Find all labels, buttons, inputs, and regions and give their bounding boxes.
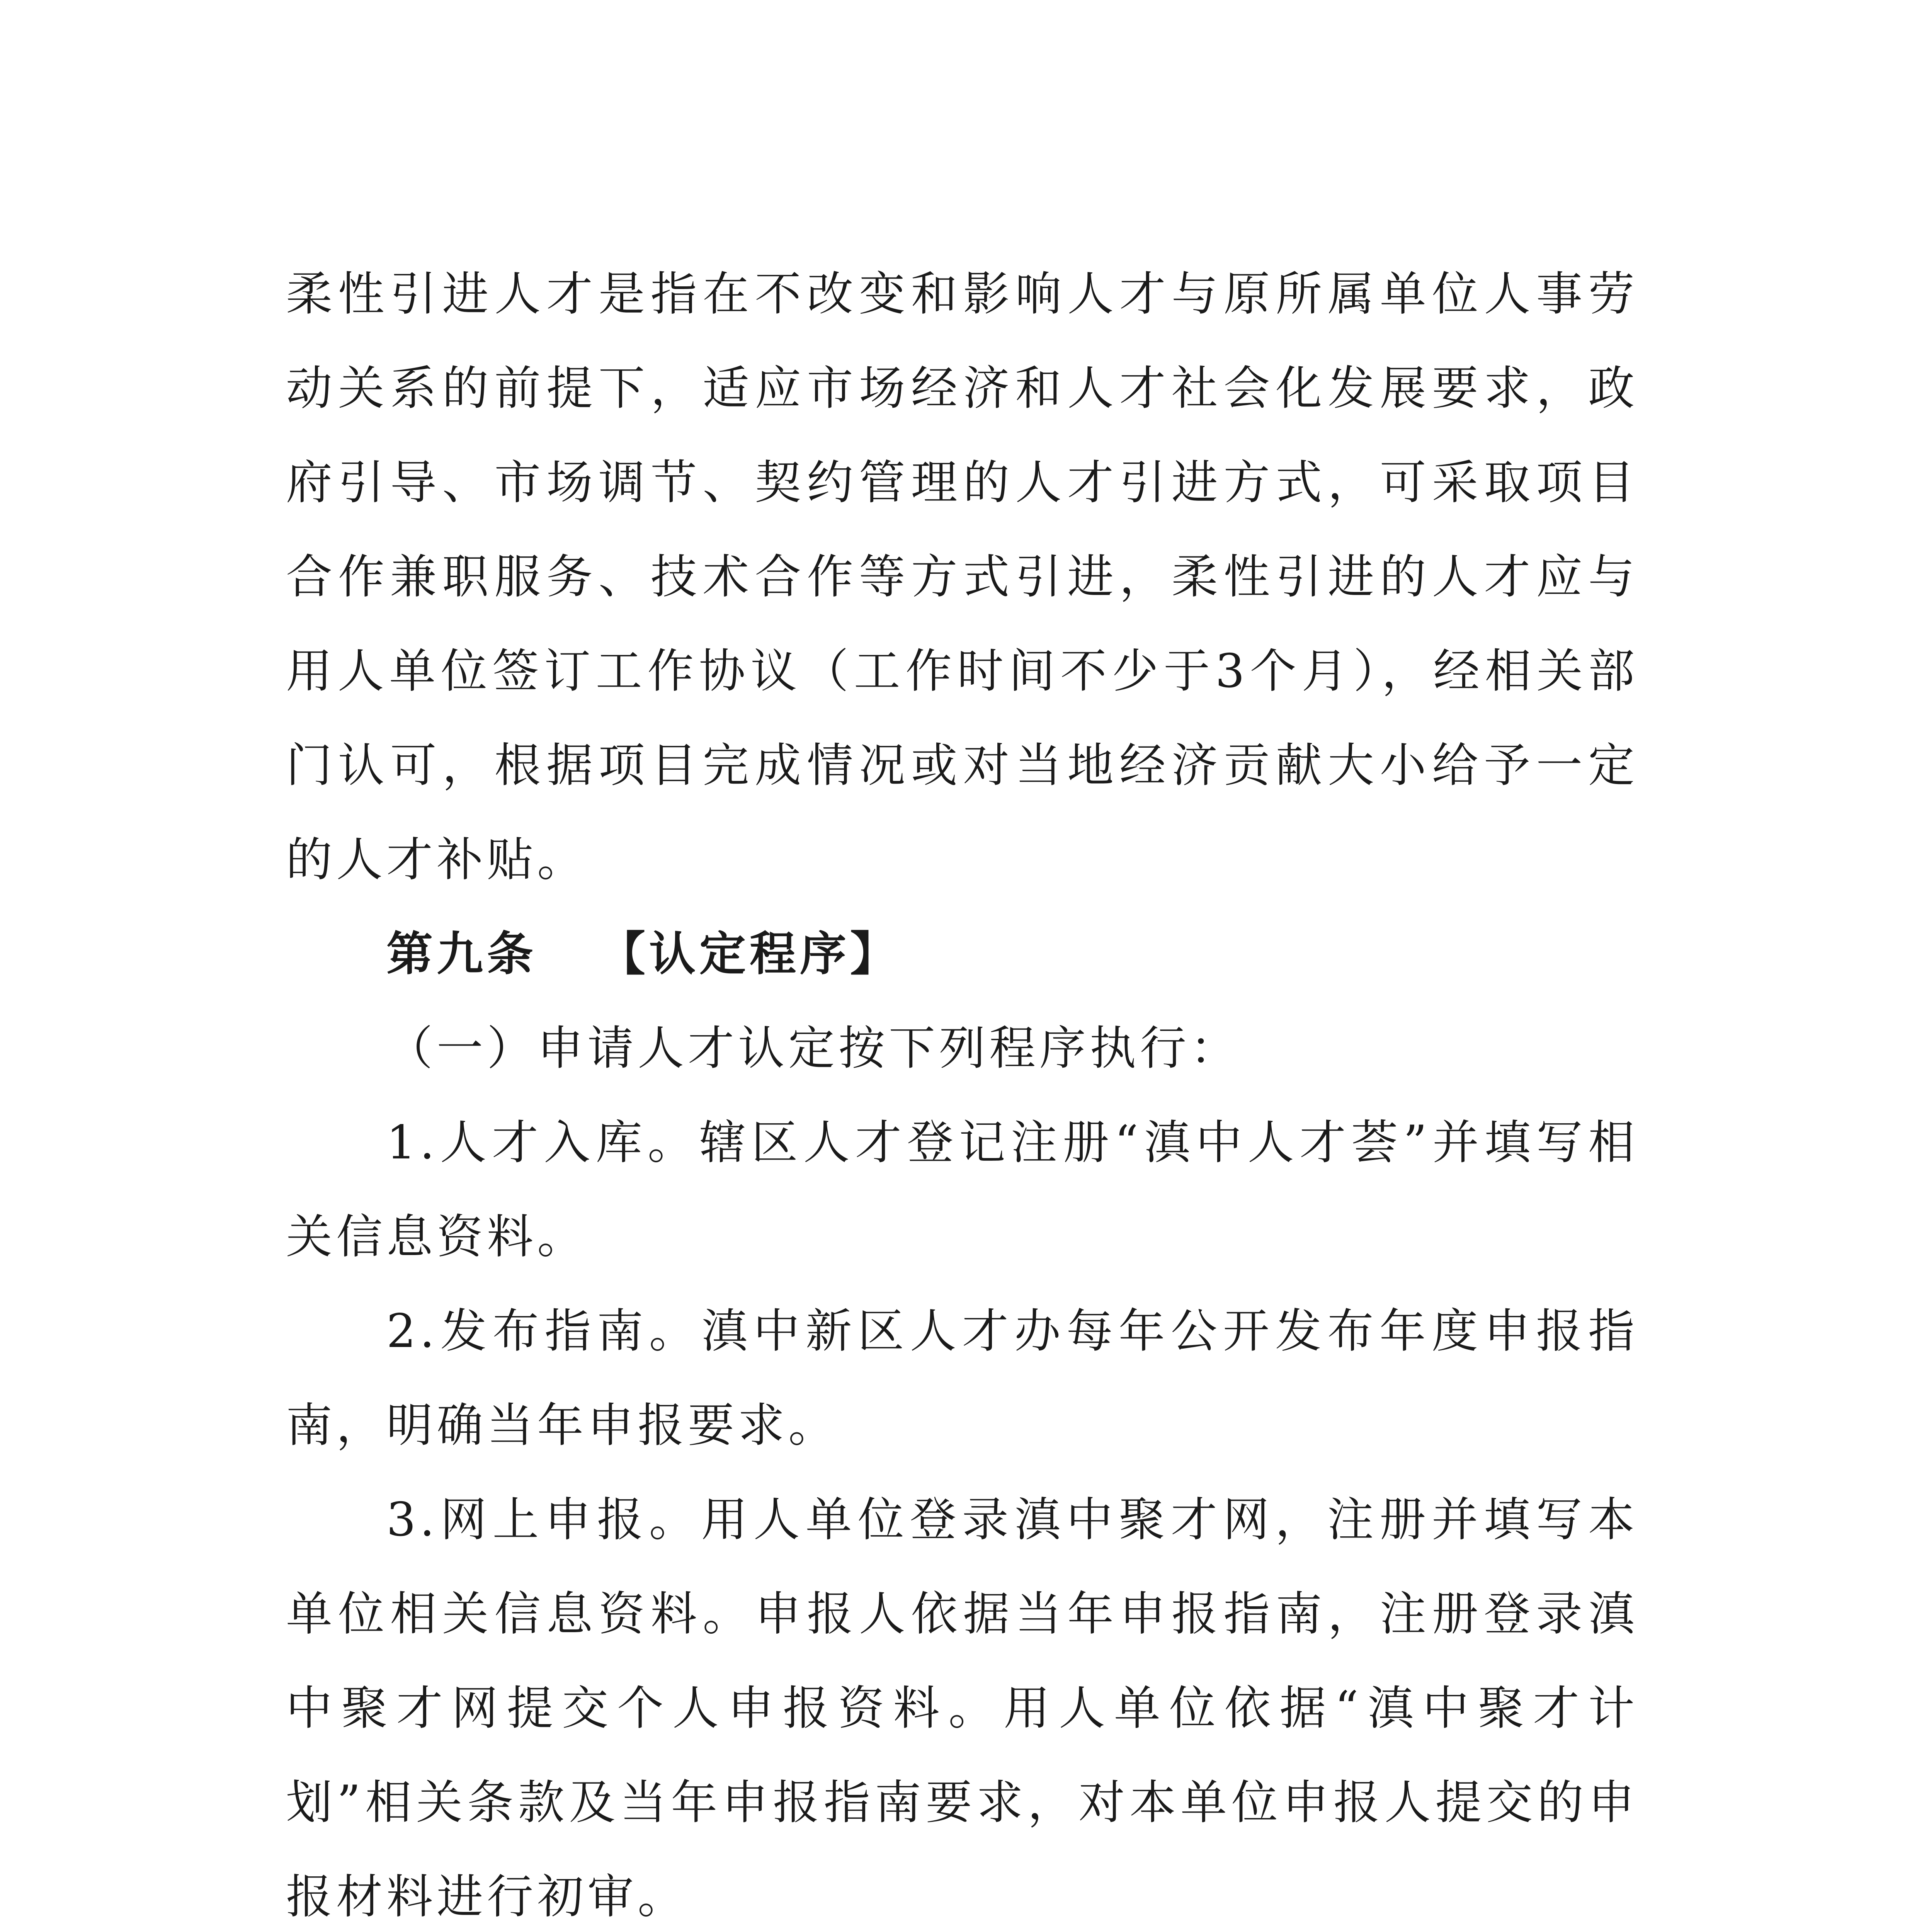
document-body xyxy=(286,247,1638,1932)
article-number: 第九条 xyxy=(386,927,537,981)
procedure-step-2: 2.发布指南。滇中新区人才办每年公开发布年度申报指南，明确当年申报要求。 xyxy=(286,1304,1638,1452)
article-title: 【认定程序】 xyxy=(599,927,900,981)
procedure-step-1: 1.人才入库。辖区人才登记注册“滇中人才荟”并填写相关信息资料。 xyxy=(286,1116,1638,1264)
paragraph-flexible-talent: 柔性引进人才是指在不改变和影响人才与原所属单位人事劳动关系的前提下，适应市场经济和人才社会化发展要求，政府引导、市场调节、契约管理的人才引进方式，可采取项目合作兼职服务、技术合作等方式引进，柔性引进的人才应与用人单位签订工作协议（工作时间不少于3个月），经相关部门认可，根据项目完成情况或对当地经济贡献大小给予一定的人才补贴。 xyxy=(286,267,1638,887)
procedure-step-3: 3.网上申报。用人单位登录滇中聚才网，注册并填写本单位相关信息资料。申报人依据当年申报指南，注册登录滇中聚才网提交个人申报资料。用人单位依据“滇中聚才计划”相关条款及当年申报指南要求，对本单位申报人提交的申报材料进行初审。 xyxy=(286,1493,1638,1924)
article-9-heading xyxy=(286,907,1638,1002)
procedure-intro: （一）申请人才认定按下列程序执行： xyxy=(386,1022,1240,1075)
